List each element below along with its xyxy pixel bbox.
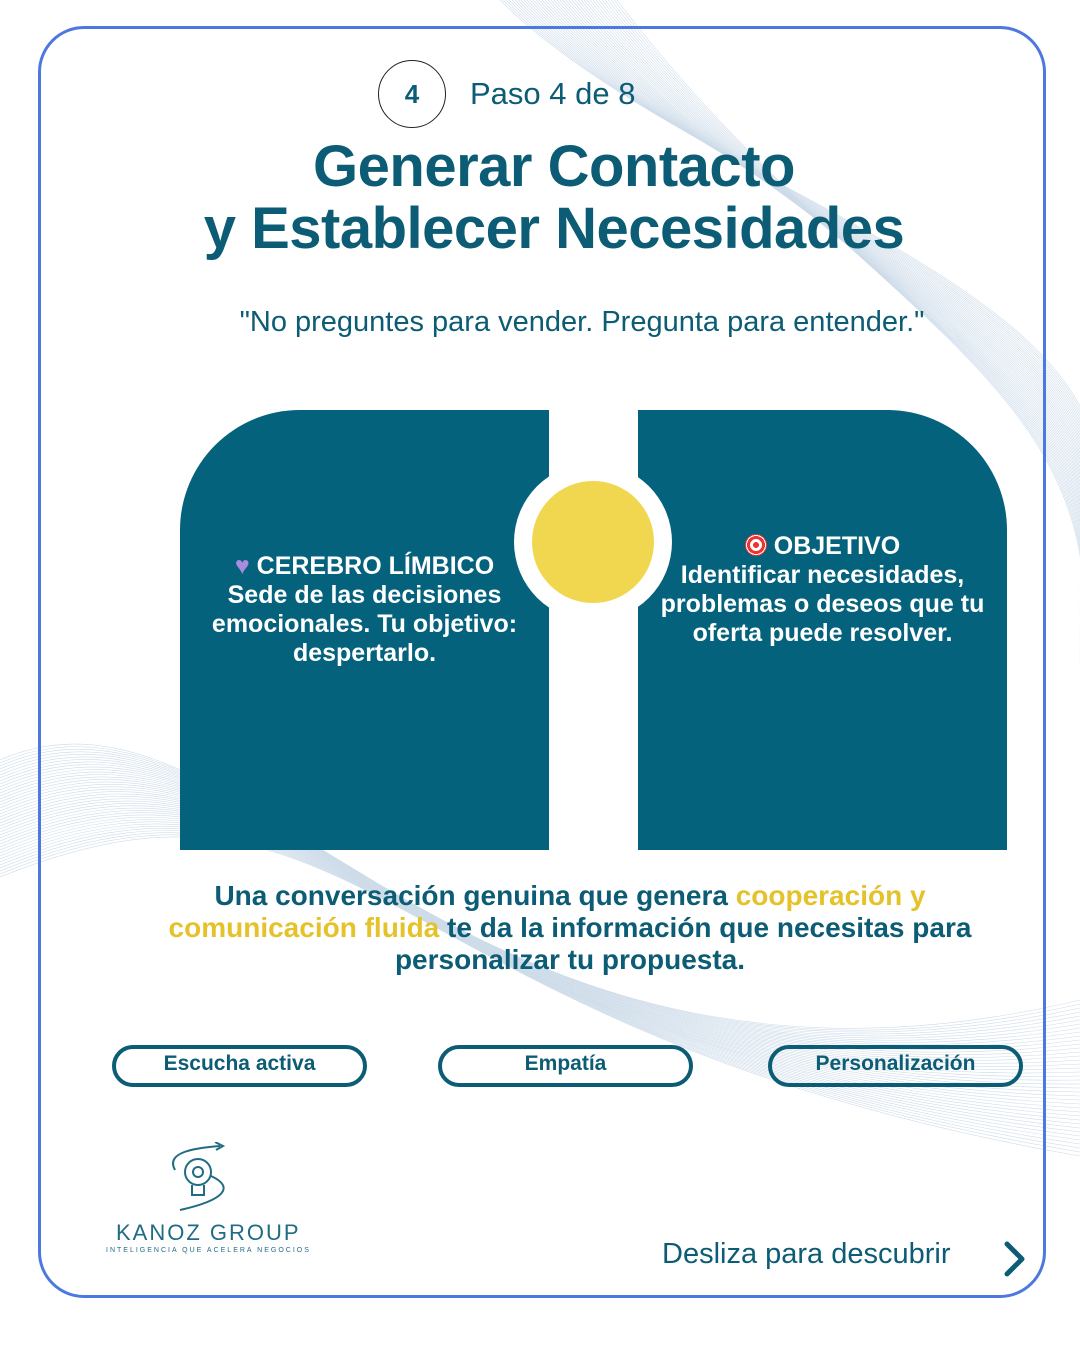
panel-limbic-brain bbox=[180, 410, 549, 850]
step-number-badge: 4 bbox=[378, 60, 446, 128]
title-line-1: Generar Contacto bbox=[313, 134, 795, 199]
panel-heading bbox=[235, 552, 494, 581]
panel-objective bbox=[638, 410, 1007, 850]
title-line-2: y Establecer Necesidades bbox=[203, 196, 905, 261]
chevron-right-icon[interactable] bbox=[1002, 1240, 1028, 1278]
panel-heading bbox=[745, 532, 900, 561]
pill-active-listening: Escucha activa bbox=[112, 1045, 367, 1087]
panel-body: Identificar necesidades, problemas o deseos que tu oferta puede resolver. bbox=[660, 561, 985, 647]
summary-part-2: te da la información que necesitas para personalizar tu propuesta. bbox=[394, 912, 972, 975]
logo-tagline: INTELIGENCIA QUE ACELERA NEGOCIOS bbox=[106, 1247, 311, 1254]
lightbulb-gear-logo-icon bbox=[165, 1142, 235, 1217]
target-icon bbox=[745, 534, 767, 556]
page-title bbox=[0, 136, 1080, 260]
purple-heart-icon: ♥ bbox=[234, 552, 250, 580]
swipe-hint: Desliza para descubrir bbox=[662, 1238, 951, 1270]
pill-personalization: Personalización bbox=[768, 1045, 1023, 1087]
step-label: Paso 4 de 8 bbox=[470, 76, 636, 111]
summary-part-1: Una conversación genuina que genera bbox=[214, 880, 736, 911]
panel-body: Sede de las decisiones emocionales. Tu objetivo: despertarlo. bbox=[211, 581, 518, 667]
center-yellow-circle bbox=[532, 481, 654, 603]
quote: "No preguntes para vender. Pregunta para entender." bbox=[239, 306, 925, 338]
heading-text: CEREBRO LÍMBICO bbox=[256, 552, 495, 580]
summary-highlight: cooperación y comunicación fluida bbox=[168, 880, 926, 943]
logo-name: KANOZ GROUP bbox=[116, 1220, 301, 1245]
pill-empathy: Empatía bbox=[438, 1045, 693, 1087]
heading-text: OBJETIVO bbox=[773, 532, 901, 560]
summary-text bbox=[120, 880, 1020, 976]
